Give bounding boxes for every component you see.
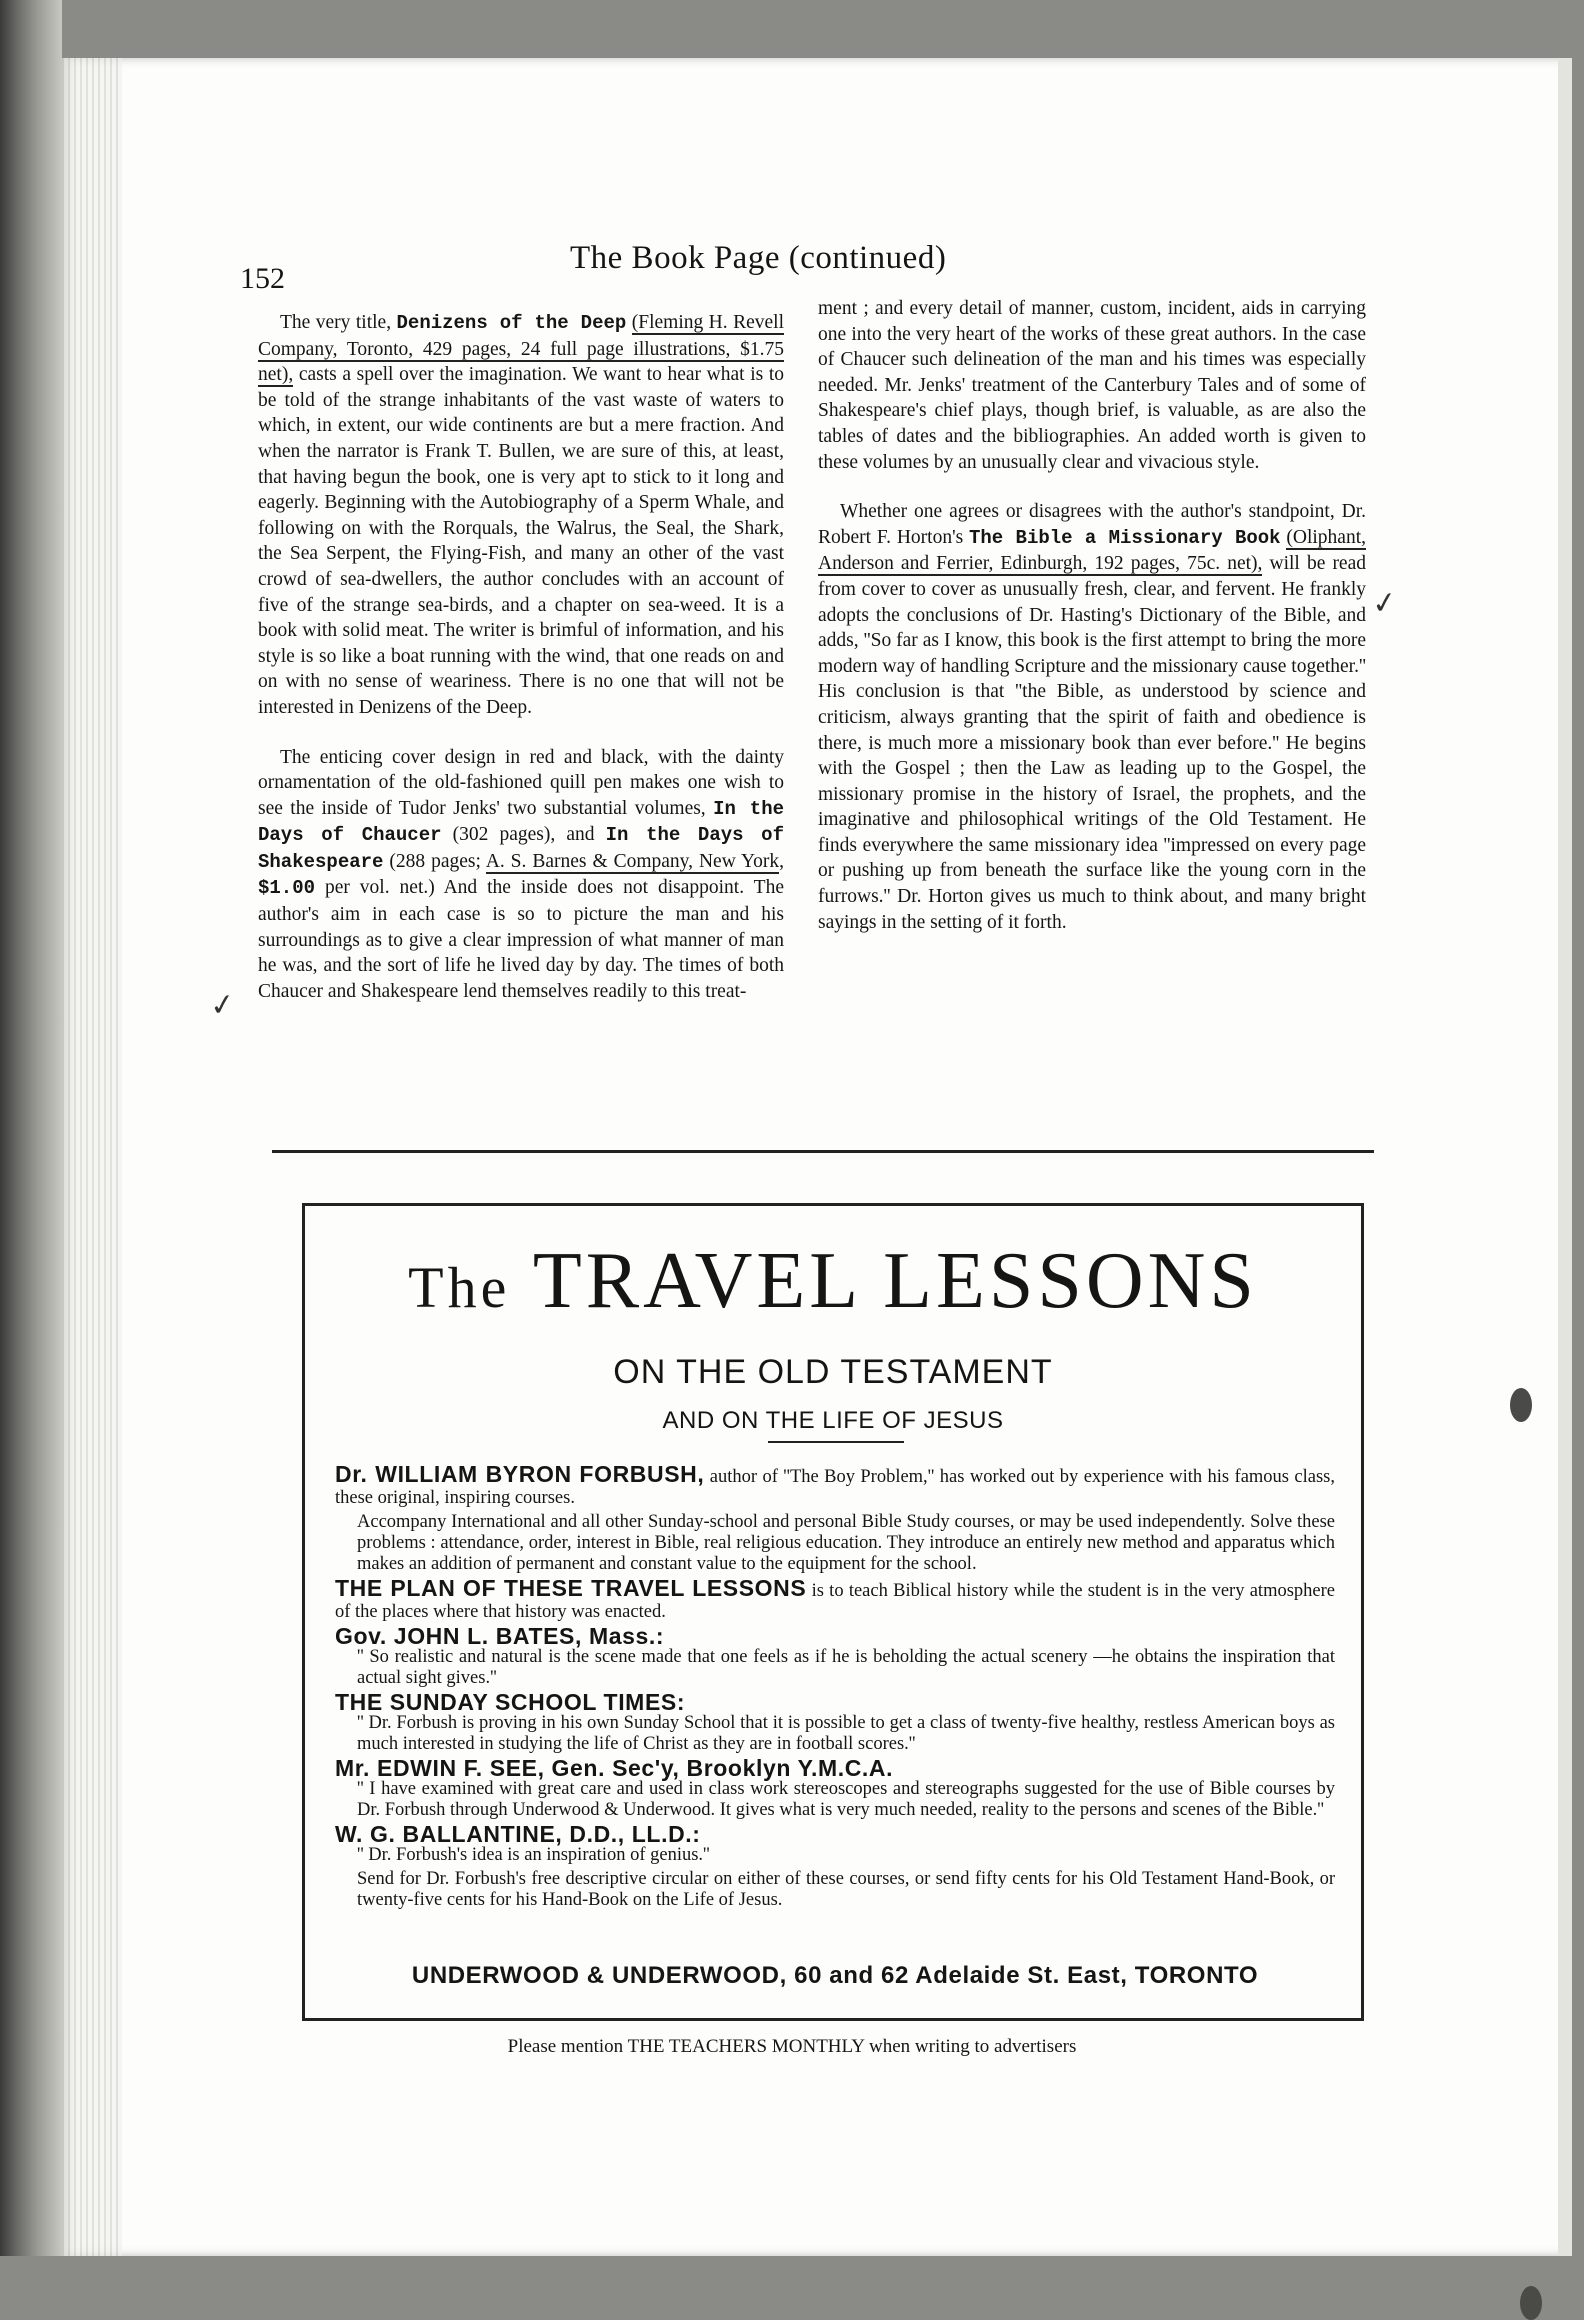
ad-footer-address: UNDERWOOD & UNDERWOOD, 60 and 62 Adelaide St. East, TORONTO — [411, 1962, 1259, 1989]
book-title: In the Days of Chaucer — [258, 797, 784, 847]
ad-title: The TRAVEL LESSONS — [408, 1237, 1258, 1325]
ad-heading: Mr. EDWIN F. SEE, Gen. Sec'y, Brooklyn Y.M.C.A. — [335, 1755, 894, 1781]
ad-heading: Dr. WILLIAM BYRON FORBUSH, — [335, 1461, 705, 1487]
publisher-info: A. S. Barnes & Company, New York — [485, 850, 780, 872]
review-denizens-of-the-deep: The very title, Denizens of the Deep (Fleming H. Revell Company, Toronto, 429 pages, 24 full page illustrations, $1.75 net), casts a spell over the imagination. We want to hear what is to be told of the strange inhabitants of the vast waste of waters to which, in extent, our wide continents are but a mere fraction. And when the narrator is Frank T. Bullen, we are sure of this, at least, that having begun the book, one is very apt to stick to it long and eagerly. Beginning with the Autobiography of a Sperm Whale, and following on with the Rorquals, the Walrus, the Seal, the Shark, the Sea Serpent, the Flying-Fish, and many an other of the vast crowd of sea-dwellers, the author concludes with an account of five of the strange sea-birds, and a chapter on sea-weed. It is a book with solid meat. The writer is brimful of information, and his style is so like a boat running with the wind, that one reads on and on with no sense of weariness. There is no one that will not be interested in Denizens of the Deep. — [258, 312, 784, 718]
see-block — [335, 1755, 1335, 1821]
price: $1.00 — [258, 877, 316, 900]
ad-subtitle-secondary: AND ON THE LIFE OF JESUS — [662, 1407, 1004, 1434]
ad-heading: Gov. JOHN L. BATES, Mass.: — [335, 1623, 665, 1649]
ad-heading: W. G. BALLANTINE, D.D., LL.D.: — [335, 1821, 701, 1847]
testimonial-quote: '' Dr. Forbush is proving in his own Sunday School that it is possible to get a class of twenty-five healthy, restless American boys as much interested in studying the life of Christ as they are in football scores.'' — [357, 1713, 1335, 1754]
send-for-circular-text: Send for Dr. Forbush's free descriptive circular on either of these courses, or send fifty cents for his Old Testament Hand-Book, or twenty-five cents for his Hand-Book on the Life of Jesus. — [357, 1869, 1335, 1910]
gutter-page-edges — [62, 58, 122, 2256]
running-head: The Book Page (continued) — [570, 240, 947, 276]
book-title: The Bible a Missionary Book — [969, 526, 1281, 549]
forbush-description: Accompany International and all other Sunday-school and personal Bible Study courses, or may be used independently. Solve these problems : attendance, order, interest in Bible, real religious education. They introduce an entirely new method and apparatus which makes an addition of permanent and constant value to the equipment for the school. — [357, 1512, 1335, 1574]
ad-title-rule — [768, 1441, 904, 1443]
review-continuation: ment ; and every detail of manner, custom, incident, aids in carrying one into the very heart of the works of these great authors. In the case of Chaucer such delineation of the man and his times was especially needed. Mr. Jenks' treatment of the Canterbury Tales and of some of Shakespeare's chief plays, though brief, is valuable, as are also the tables of dates and the bibliographies. An added worth is given to these volumes by an unusually clear and vivacious style. — [818, 298, 1366, 473]
page-number: 152 — [240, 262, 285, 295]
ballantine-block — [335, 1821, 1335, 1866]
book-binding-edge — [0, 0, 62, 2256]
bates-block — [335, 1623, 1335, 1689]
forbush-block: Dr. WILLIAM BYRON FORBUSH, author of ''The Boy Problem,'' has worked out by experience with his famous class, these original, inspiring courses. — [335, 1461, 1336, 1508]
ad-heading: THE PLAN OF THESE TRAVEL LESSONS — [335, 1575, 807, 1601]
testimonial-quote: '' Dr. Forbush's idea is an inspiration of genius.'' — [357, 1845, 710, 1865]
testimonial-quote: '' I have examined with great care and used in class work stereoscopes and stereographs suggested for the use of Bible courses by Dr. Forbush through Underwood & Underwood. It gives what is very much needed, reality to the persons and scenes of the Bible.'' — [357, 1779, 1335, 1820]
right-page-edge — [1558, 58, 1572, 2256]
testimonial-quote: '' So realistic and natural is the scene made that one feels as if he is beholding the actual scenery —he obtains the inspiration that actual sight gives.'' — [357, 1647, 1335, 1688]
publisher-info: (Fleming H. Revell Company, Toronto, 429 pages, 24 full page illustrations, $1.75 net), — [258, 312, 784, 386]
book-title: Denizens of the Deep — [396, 312, 627, 334]
right-column — [818, 296, 1366, 959]
publisher-info: (Oliphant, Anderson and Ferrier, Edinburgh, 192 pages, 75c. net), — [818, 526, 1366, 575]
review-bible-missionary-book: Whether one agrees or disagrees with the author's standpoint, Dr. Robert F. Horton's The Bible a Missionary Book (Oliphant, Anderson and Ferrier, Edinburgh, 192 pages, 75c. net), will be read from cover to cover as unusually fresh, clear, and fervent. He frankly adopts the conclusions of Dr. Hasting's Dictionary of the Bible, and adds, ''So far as I know, this book is the first attempt to bring the more modern way of handling Scripture and the missionary cause together.'' His conclusion is that ''the Bible, as understood by science and criticism, always granting that the spirit of faith and obedience is there, is much more a missionary book than ever before.'' He begins with the Gospel ; then the Law as leading up to the Gospel, the missionary promise in the history of Israel, the prophets, and the imaginative and philosophical writings of the Old Testament. He finds everywhere the same missionary idea ''impressed on every page or pushing up from beneath the surface like the young corn in the furrows.'' Dr. Horton gives us much to think about, and many bright sayings in the setting of it forth. — [818, 501, 1366, 933]
footer-note: Please mention THE TEACHERS MONTHLY when writing to advertisers — [507, 2036, 1077, 2057]
section-divider — [272, 1150, 1374, 1153]
book-title: In the Days of Shakespeare — [258, 824, 784, 873]
ad-heading: THE SUNDAY SCHOOL TIMES: — [335, 1689, 686, 1715]
pencil-check-mark-icon: ✓ — [1369, 584, 1400, 623]
left-column — [258, 310, 784, 1028]
binding-hole — [1510, 1388, 1532, 1422]
binding-hole — [1520, 2286, 1542, 2320]
ad-subtitle: ON THE OLD TESTAMENT — [613, 1353, 1053, 1391]
sunday-school-times-block — [335, 1689, 1335, 1755]
review-tudor-jenks: The enticing cover design in red and black, with the dainty ornamentation of the old-fashioned quill pen makes one wish to see the inside of Tudor Jenks' two substantial volumes, In the Days of Chaucer (302 pages), and In the Days of Shakespeare (288 pages; A. S. Barnes & Company, New York, $1.00 per vol. net.) And the inside does not disappoint. The author's aim in each case is so to picture the man and his surroundings as to give a clear impression of what manner of man he was, and the sort of life he lived day by day. The times of both Chaucer and Shakespeare lend themselves readily to this treat- — [258, 746, 785, 1002]
ad-body — [335, 1461, 1336, 1914]
plan-block: THE PLAN OF THESE TRAVEL LESSONS is to teach Biblical history while the student is in the very atmosphere of the places where that history was enacted. — [335, 1575, 1335, 1622]
travel-lessons-advertisement — [302, 1203, 1364, 2021]
pencil-check-mark-icon: ✓ — [207, 986, 238, 1025]
